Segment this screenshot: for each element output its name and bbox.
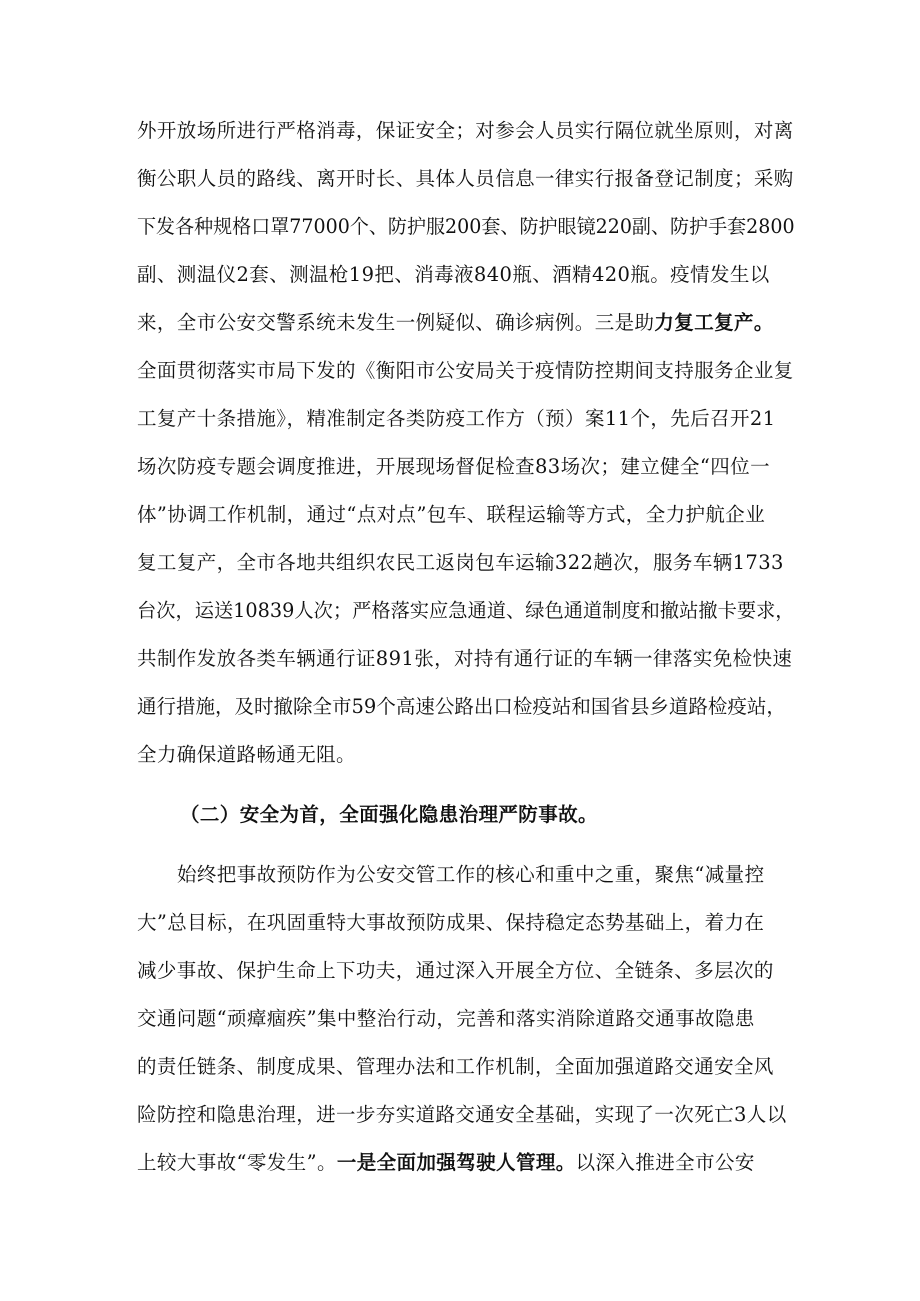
paragraph-line: 台次，运送10839人次；严格落实应急通道、绿色通道制度和撤站撤卡要求， [137, 599, 795, 622]
bold-phrase: 力复工复产。 [654, 311, 774, 334]
paragraph-line: 体”协调工作机制，通过“点对点”包车、联程运输等方式，全力护航企业 [137, 503, 766, 526]
paragraph-line: 始终把事故预防作为公安交管工作的核心和重中之重，聚焦“减量控 [177, 863, 765, 886]
paragraph-line: 的责任链条、制度成果、管理办法和工作机制，全面加强道路交通安全风 [137, 1055, 774, 1078]
paragraph-line: 大”总目标，在巩固重特大事故预防成果、保持稳定态势基础上，着力在 [137, 911, 765, 934]
bold-phrase: 一是全面加强驾驶人管理。 [336, 1151, 576, 1174]
section-heading: （二）安全为首，全面强化隐患治理严防事故。 [180, 803, 598, 826]
paragraph-line: 场次防疫专题会调度推进，开展现场督促检查83场次；建立健全“四位一 [137, 455, 770, 478]
paragraph-text: 以深入推进全市公安 [575, 1151, 755, 1174]
paragraph-line: 全力确保道路畅通无阻。 [137, 743, 356, 766]
paragraph-line [137, 1150, 755, 1176]
paragraph-line: 共制作发放各类车辆通行证891张，对持有通行证的车辆一律落实免检快速 [137, 647, 793, 670]
paragraph-line: 险防控和隐患治理，进一步夯实道路交通安全基础，实现了一次死亡3人以 [137, 1103, 787, 1126]
paragraph-line: 副、测温仪2套、测温枪19把、消毒液840瓶、酒精420瓶。疫情发生以 [137, 263, 770, 286]
paragraph-line: 交通问题“顽瘴痼疾”集中整治行动，完善和落实消除道路交通事故隐患 [137, 1007, 755, 1030]
paragraph-line: 通行措施，及时撤除全市59个高速公路出口检疫站和国省县乡道路检疫站， [137, 695, 786, 718]
paragraph-line: 下发各种规格口罩77000个、防护服200套、防护眼镜220副、防护手套2800 [137, 215, 795, 238]
paragraph-line: 外开放场所进行严格消毒，保证安全；对参会人员实行隔位就坐原则，对离 [137, 119, 794, 142]
paragraph-line: 全面贯彻落实市局下发的《衡阳市公安局关于疫情防控期间支持服务企业复 [137, 359, 794, 382]
paragraph-line: 减少事故、保护生命上下功夫，通过深入开展全方位、全链条、多层次的 [137, 959, 774, 982]
paragraph-line: 复工复产，全市各地共组织农民工返岗包车运输322趟次，服务车辆1733 [137, 551, 784, 574]
paragraph-text: 来，全市公安交警系统未发生一例疑似、确诊病例。三是助 [137, 311, 655, 334]
paragraph-text: 上较大事故“零发生”。 [137, 1151, 337, 1174]
paragraph-line [137, 310, 774, 336]
paragraph-line: 衡公职人员的路线、离开时长、具体人员信息一律实行报备登记制度；采购 [137, 167, 794, 190]
paragraph-line: 工复产十条措施》，精准制定各类防疫工作方（预）案11个，先后召开21 [137, 407, 776, 430]
